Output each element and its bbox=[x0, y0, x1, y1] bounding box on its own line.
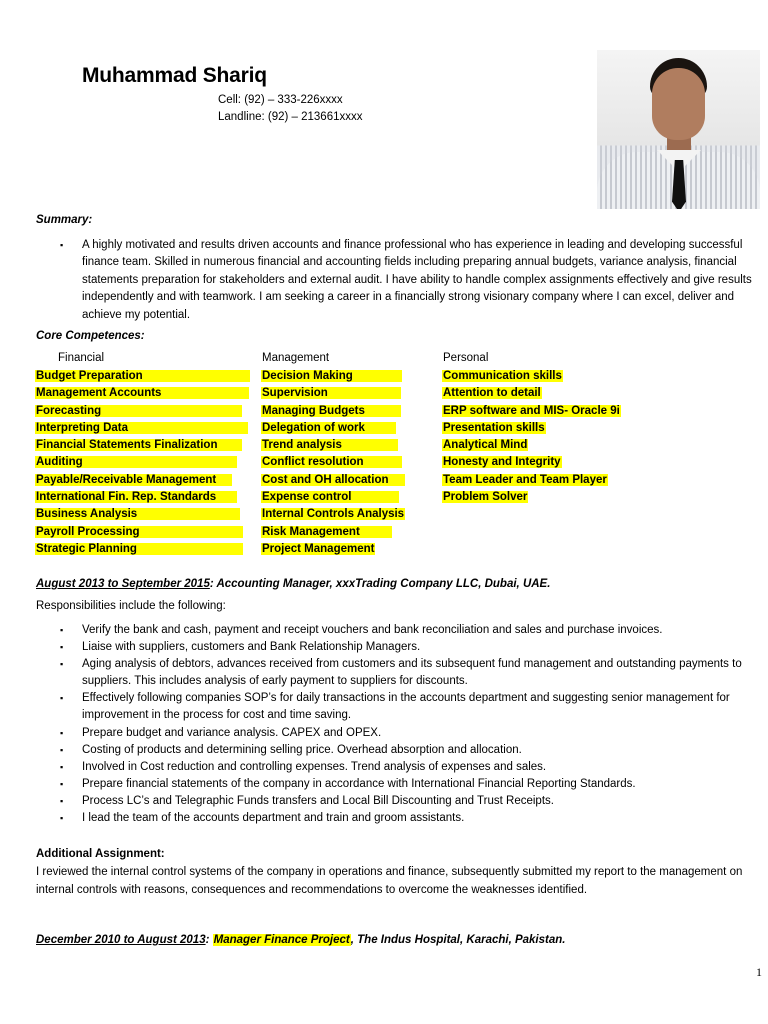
list-item: ▪ Process LC’s and Telegraphic Funds transfers and Local Bill Discounting and Trust Receipts. bbox=[60, 793, 765, 810]
competence-item: Interpreting Data bbox=[35, 422, 248, 434]
competence-item: Managing Budgets bbox=[261, 405, 401, 417]
competence-item: Cost and OH allocation bbox=[261, 474, 405, 486]
job1-title: : Accounting Manager, xxxTrading Company LLC, Dubai, UAE. bbox=[209, 578, 551, 590]
list-item: ▪ Involved in Cost reduction and controlling expenses. Trend analysis of expenses and sales. bbox=[60, 759, 765, 776]
competence-item: Honesty and Integrity bbox=[443, 456, 561, 469]
personal-column-header: Personal bbox=[443, 352, 489, 364]
list-item: ▪ Prepare budget and variance analysis. CAPEX and OPEX. bbox=[60, 725, 765, 742]
competence-item: Budget Preparation bbox=[35, 370, 250, 382]
additional-assignment-text: I reviewed the internal control systems of the company in operations and finance, subsequently submitted my report to the management on internal controls with reasons, consequences and recommendations to overcome the weaknesses identified. bbox=[36, 866, 743, 896]
job2-dates: December 2010 to August 2013 bbox=[36, 934, 206, 946]
competence-item: Risk Management bbox=[261, 526, 392, 538]
competence-item: Project Management bbox=[262, 542, 375, 555]
competence-item: Payable/Receivable Management bbox=[35, 474, 232, 486]
competence-item: Problem Solver bbox=[443, 491, 528, 504]
competence-item: Analytical Mind bbox=[443, 439, 528, 452]
list-item: ▪ I lead the team of the accounts department and train and groom assistants. bbox=[60, 810, 765, 827]
competence-item: Conflict resolution bbox=[261, 456, 402, 468]
competence-item: Expense control bbox=[261, 491, 399, 503]
management-competences bbox=[261, 368, 405, 558]
financial-competences bbox=[35, 368, 250, 558]
job2-separator: : bbox=[205, 934, 213, 946]
additional-assignment-heading: Additional Assignment: bbox=[36, 848, 165, 860]
landline-number: Landline: (92) – 213661xxxx bbox=[218, 111, 363, 123]
competence-item: Supervision bbox=[261, 387, 401, 399]
competence-item: Internal Controls Analysis bbox=[262, 508, 405, 521]
competence-item: Strategic Planning bbox=[35, 543, 243, 555]
list-item: ▪ Aging analysis of debtors, advances received from customers and its subsequent fund management and outstanding payments to suppliers. This includes analysis of early payment to suppliers for discounts. bbox=[60, 656, 765, 690]
competence-item: Communication skills bbox=[443, 370, 562, 382]
summary-text: ▪ A highly motivated and results driven accounts and finance professional who has experience in leading and developing successful finance team. Skilled in numerous financial and accounting fields including preparing annual budgets, variance analysis, financial statements preparation for stakeholders and external audit. I have ability to handle complex assignments effectively and give results independently and with teamwork. I am seeking a career in a financially strong visionary company where I can excel, deliver and achieve my potential. bbox=[60, 237, 765, 324]
competence-item: Team Leader and Team Player bbox=[443, 473, 607, 486]
list-item: ▪ Prepare financial statements of the company in accordance with International Financial Reporting Standards. bbox=[60, 776, 765, 793]
competence-item: ERP software and MIS- Oracle 9i bbox=[443, 404, 620, 417]
profile-photo bbox=[597, 50, 760, 209]
competence-item: Presentation skills bbox=[443, 421, 545, 434]
cell-number: Cell: (92) – 333-226xxxx bbox=[218, 94, 343, 106]
personal-competences bbox=[442, 368, 621, 506]
list-item: ▪ Verify the bank and cash, payment and receipt vouchers and bank reconciliation and sales and purchase invoices. bbox=[60, 622, 765, 639]
competence-item: Delegation of work bbox=[261, 422, 396, 434]
job2-role: Manager Finance Project bbox=[213, 934, 350, 946]
financial-column-header: Financial bbox=[58, 352, 105, 364]
competence-item: Business Analysis bbox=[35, 508, 240, 520]
list-item: ▪ Liaise with suppliers, customers and Bank Relationship Managers. bbox=[60, 639, 765, 656]
responsibilities-list bbox=[60, 622, 765, 827]
job1-heading bbox=[36, 578, 550, 590]
competence-item: Attention to detail bbox=[443, 387, 541, 400]
competence-item: Decision Making bbox=[261, 370, 402, 382]
page-number: 1 bbox=[756, 965, 762, 979]
list-item: ▪ Costing of products and determining selling price. Overhead absorption and allocation. bbox=[60, 742, 765, 759]
job1-dates: August 2013 to September 2015 bbox=[36, 578, 210, 590]
competence-item: Auditing bbox=[35, 456, 237, 468]
responsibilities-intro: Responsibilities include the following: bbox=[36, 600, 226, 612]
job2-heading bbox=[36, 934, 565, 946]
competence-item: Trend analysis bbox=[261, 439, 398, 451]
candidate-name: Muhammad Shariq bbox=[82, 64, 267, 87]
competences-heading: Core Competences: bbox=[36, 330, 145, 342]
competence-item: Management Accounts bbox=[35, 387, 249, 399]
summary-list bbox=[60, 237, 765, 324]
management-column-header: Management bbox=[262, 352, 330, 364]
summary-heading: Summary: bbox=[36, 214, 93, 226]
competence-item: International Fin. Rep. Standards bbox=[35, 491, 237, 503]
competence-item: Financial Statements Finalization bbox=[35, 439, 242, 451]
list-item: ▪ Effectively following companies SOP’s for daily transactions in the accounts department and suggesting senior management for improvement in the process for cost and time saving. bbox=[60, 690, 765, 724]
competence-item: Payroll Processing bbox=[35, 526, 243, 538]
job2-employer: , The Indus Hospital, Karachi, Pakistan. bbox=[350, 934, 566, 946]
competence-item: Forecasting bbox=[35, 405, 242, 417]
